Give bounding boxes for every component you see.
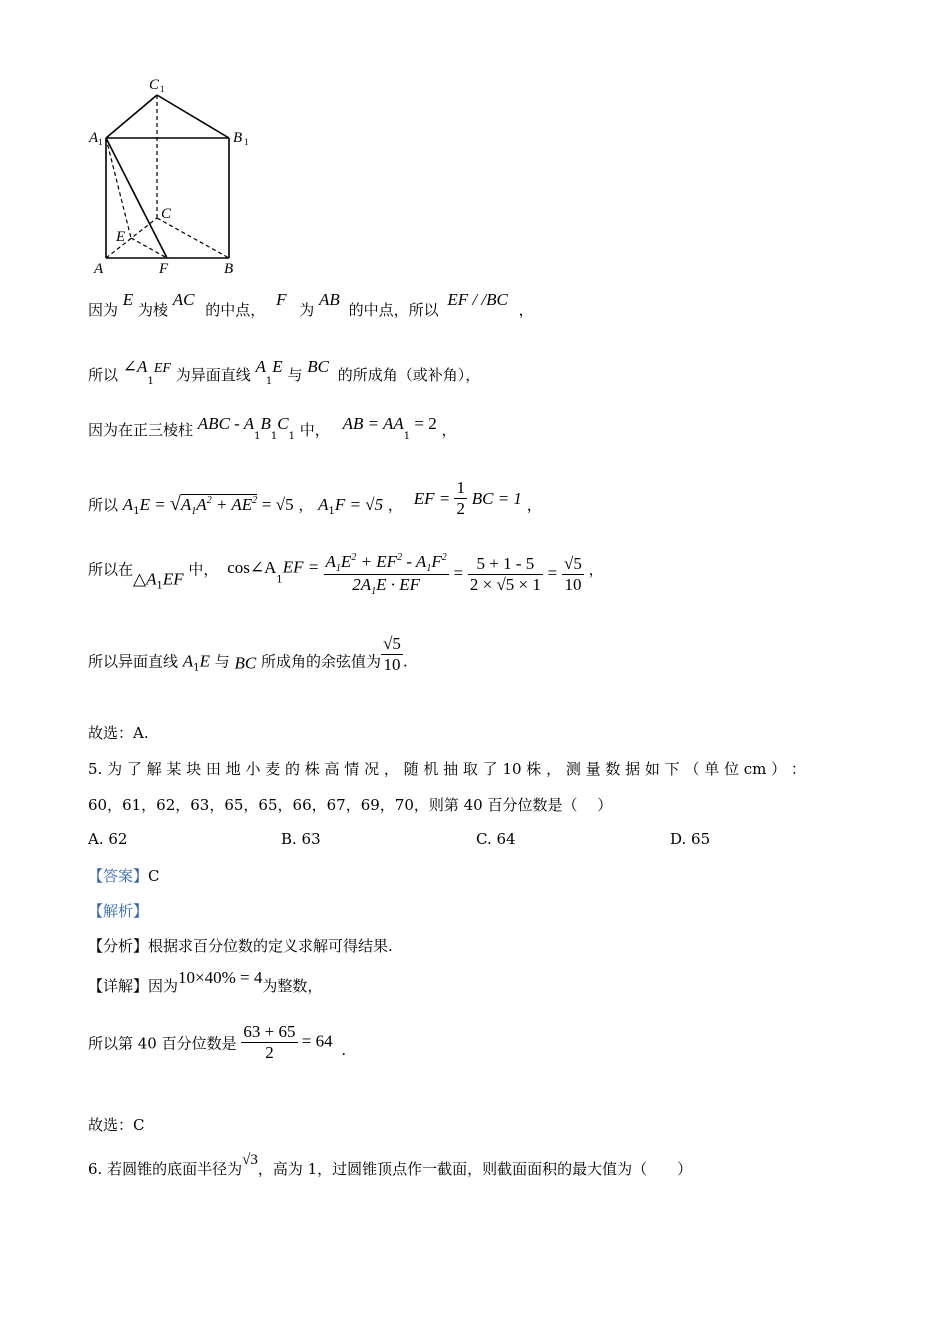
q5-option-a[interactable]: A. 62 — [88, 830, 128, 848]
label-c: C — [161, 206, 172, 222]
label-a1: A — [89, 130, 99, 146]
solution-line-1: 因为 E 为棱 AC 的中点， F 为 AB 的中点，所以 EF / /BC ， — [88, 290, 534, 319]
q5-option-c[interactable]: C. 64 — [476, 830, 516, 848]
q5-option-b[interactable]: B. 63 — [281, 830, 321, 848]
q5-fenxi: 【分析】根据求百分位数的定义求解可得结果. — [88, 937, 393, 955]
q5-data: 60，61，62，63，65，65，66，67，69，70，则第 40 百分位数是（ ） — [88, 796, 613, 814]
solution-line-2: 所以 $\angle A_1EF$ 为异面直线 $A_1E$ 与 BC 的所成角（或补角）， — [88, 357, 481, 387]
q5-detail-2: 所以第 40 百分位数是 $\frac{63 + 65}{2}$ = 64 . — [88, 1022, 347, 1062]
svg-text:1: 1 — [244, 137, 249, 147]
q5-detail: 【详解】因为10×40% = 4为整数， — [88, 968, 323, 995]
q5-option-d[interactable]: D. 65 — [670, 830, 711, 848]
svg-text:1: 1 — [98, 137, 103, 147]
q5-stem: 5. 为 了 解 某 块 田 地 小 麦 的 株 高 情 况 ， 随 机 抽 取 了 10 株 ， 测 量 数 据 如 下 （ 单 位 cm ） ： — [88, 760, 806, 778]
label-b1: B — [233, 130, 243, 146]
label-b: B — [224, 261, 234, 277]
edge-a1-c1 — [106, 95, 157, 138]
edge-c-b — [157, 218, 229, 258]
answer-tag: 【答案】 — [88, 867, 149, 885]
solution-line-3: 因为在正三棱柱 ABC - $A_1B_1C_1$ 中， AB = $AA_1 = 2$ ， — [88, 414, 457, 442]
q5-answer: 【答案】C — [88, 867, 160, 885]
q6-stem: 6. 若圆锥的底面半径为√3，高为 1，过圆锥顶点作一截面，则截面面积的最大值为（ ） — [88, 1152, 693, 1178]
prism-figure — [85, 72, 265, 282]
solution-line-6: 所以异面直线 $A_1E$ 与 BC 所成角的余弦值为 $\frac{√5}{10}$ . — [88, 634, 408, 674]
solution-line-4: 所以 $A_1E = √A_1A^2 + AE^2 = √5$ ， $A_1F = √5$ ， EF = $\frac{1}{2}$ BC = 1 ， — [88, 478, 542, 518]
edge-c1-b1 — [157, 95, 229, 138]
svg-text:1: 1 — [160, 84, 165, 94]
label-f: F — [159, 261, 169, 277]
label-c1: C — [149, 77, 160, 93]
solution-line-5: 所以在$\triangle A_1EF$ 中， $\cos\angle A_1EF$ = $\frac{A_1E^2 + EF^2 - A_1F^2}{2A_1E \cdot EF}$ = $\frac{5 + 1 - 5}{2 \times √5 \times 1}$ = $\frac{√5}{10}$ ， — [88, 552, 604, 597]
label-e: E — [116, 229, 126, 245]
segment-a1-e — [106, 138, 131, 238]
q5-analysis-tag: 【解析】 — [88, 902, 149, 920]
q5-conclusion: 故选：C — [88, 1116, 145, 1134]
solution-conclusion: 故选：A. — [88, 724, 149, 742]
label-a: A — [94, 261, 104, 277]
